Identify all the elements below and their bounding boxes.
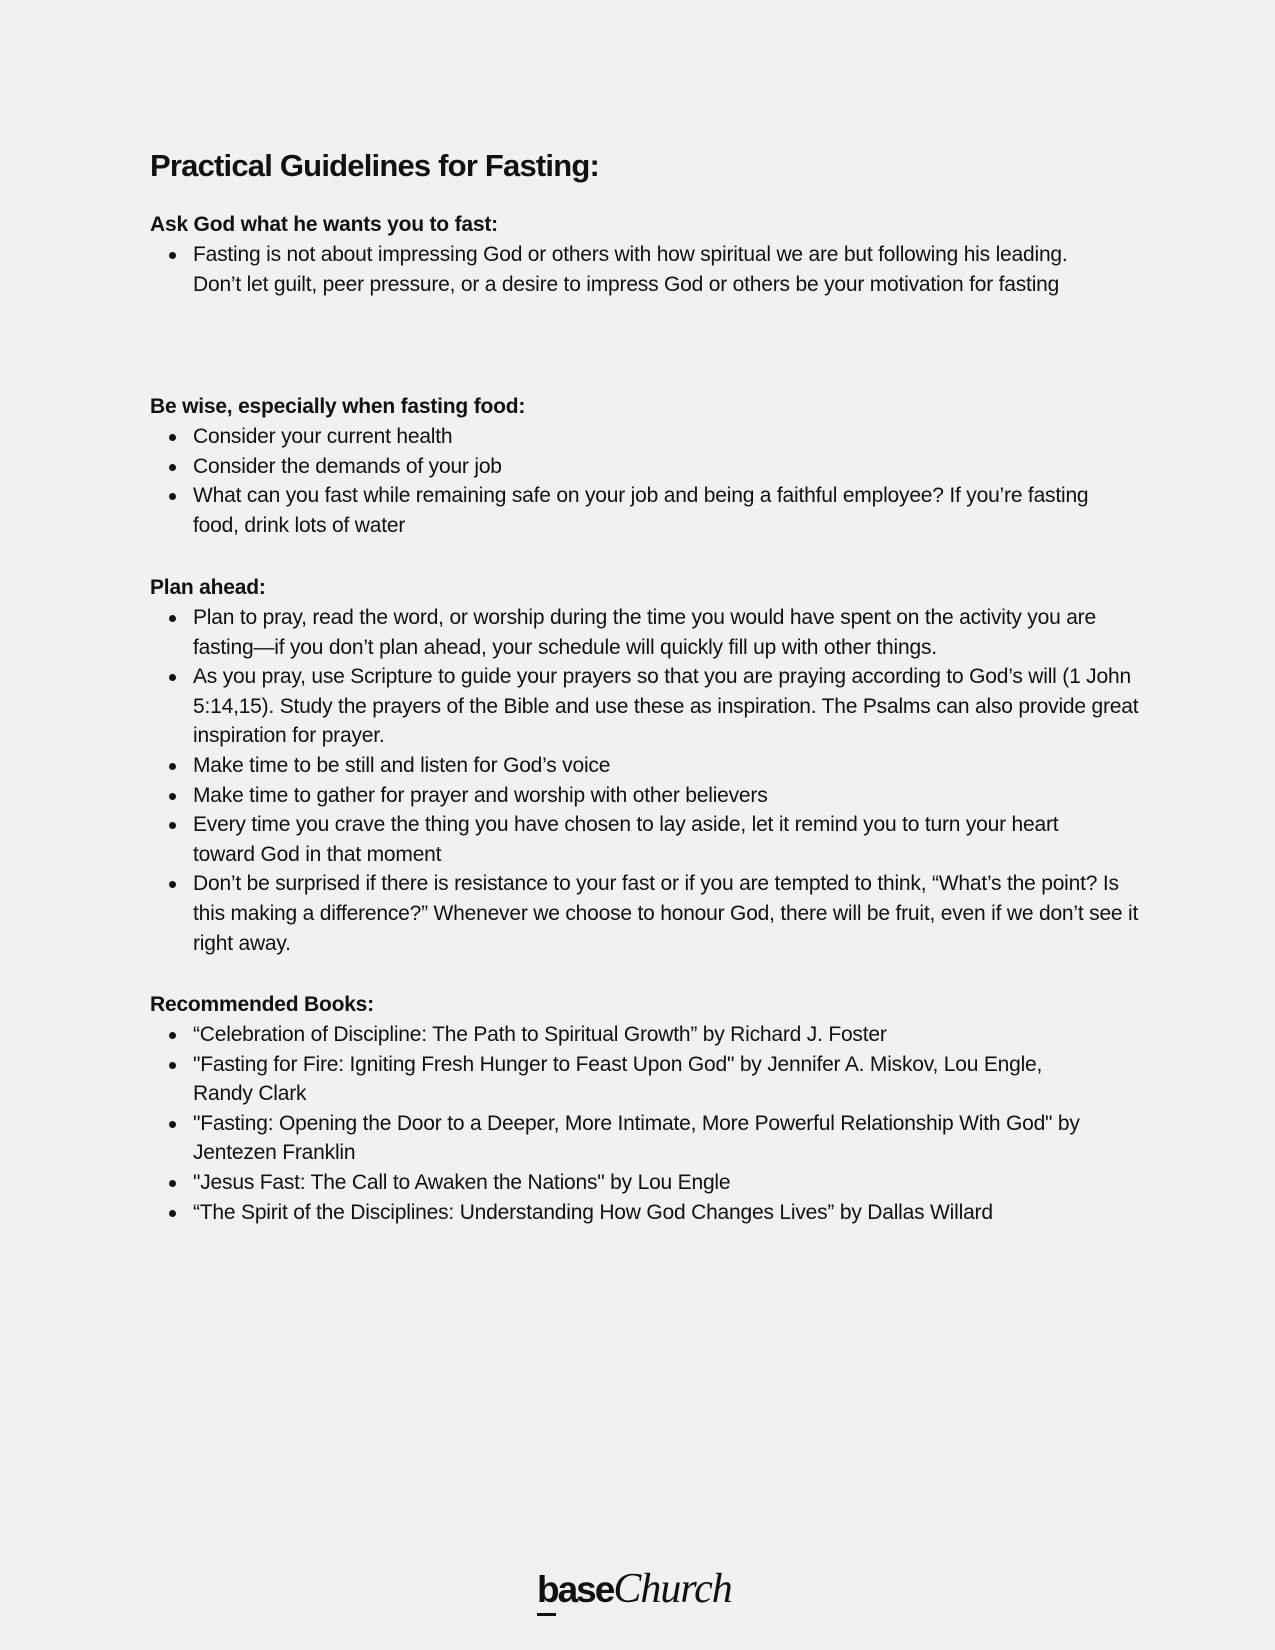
- list-item: Every time you crave the thing you have chosen to lay aside, let it remind you to turn your heart toward God in that moment: [193, 810, 1123, 869]
- section-heading: Recommended Books:: [150, 993, 374, 1016]
- bullet-list: [150, 603, 1150, 958]
- bullet-list: [150, 1020, 1150, 1227]
- list-item: Make time to be still and listen for God’s voice: [193, 751, 1153, 781]
- section-heading: Ask God what he wants you to fast:: [150, 213, 498, 236]
- logo-church-text: Church: [613, 1566, 732, 1612]
- list-item: As you pray, use Scripture to guide your prayers so that you are praying according to God’s will (1 John 5:14,15). Study the prayers of the Bible and use these as inspiration. The Psalms can also provide great inspiration for prayer.: [193, 662, 1153, 751]
- section-recommended-books: [150, 990, 1150, 1227]
- list-item: What can you fast while remaining safe on your job and being a faithful employee? If you’re fasting food, drink lots of water: [193, 481, 1123, 540]
- list-item: Consider your current health: [193, 422, 1153, 452]
- bullet-list: [150, 422, 1150, 540]
- section-heading: Plan ahead:: [150, 576, 266, 599]
- list-item: "Jesus Fast: The Call to Awaken the Nations" by Lou Engle: [193, 1168, 1153, 1198]
- list-item: Consider the demands of your job: [193, 452, 1153, 482]
- section-heading: Be wise, especially when fasting food:: [150, 395, 526, 418]
- list-item: Make time to gather for prayer and worship with other believers: [193, 781, 1153, 811]
- logo-base-text: base: [537, 1569, 614, 1610]
- section-be-wise: [150, 392, 1150, 540]
- section-plan-ahead: [150, 573, 1150, 958]
- list-item: "Fasting: Opening the Door to a Deeper, More Intimate, More Powerful Relationship With God" by Jentezen Franklin: [193, 1109, 1113, 1168]
- basechurch-logo: [537, 1565, 737, 1615]
- list-item: “Celebration of Discipline: The Path to Spiritual Growth” by Richard J. Foster: [193, 1020, 1153, 1050]
- section-ask-god: [150, 210, 1150, 299]
- list-item: Plan to pray, read the word, or worship during the time you would have spent on the activity you are fasting—if you don’t plan ahead, your schedule will quickly fill up with other things.: [193, 603, 1153, 662]
- page-title: Practical Guidelines for Fasting:: [150, 148, 600, 183]
- list-item: "Fasting for Fire: Igniting Fresh Hunger to Feast Upon God" by Jennifer A. Miskov, Lou Engle, Randy Clark: [193, 1050, 1073, 1109]
- bullet-list: [150, 240, 1150, 299]
- list-item: Fasting is not about impressing God or others with how spiritual we are but following his leading. Don’t let guilt, peer pressure, or a desire to impress God or others be your motivation for fasting: [193, 240, 1098, 299]
- list-item: Don’t be surprised if there is resistance to your fast or if you are tempted to think, “What’s the point? Is this making a difference?” Whenever we choose to honour God, there will be fruit, even if we don’t see it right away.: [193, 869, 1153, 958]
- list-item: “The Spirit of the Disciplines: Understanding How God Changes Lives” by Dallas Willard: [193, 1198, 1153, 1228]
